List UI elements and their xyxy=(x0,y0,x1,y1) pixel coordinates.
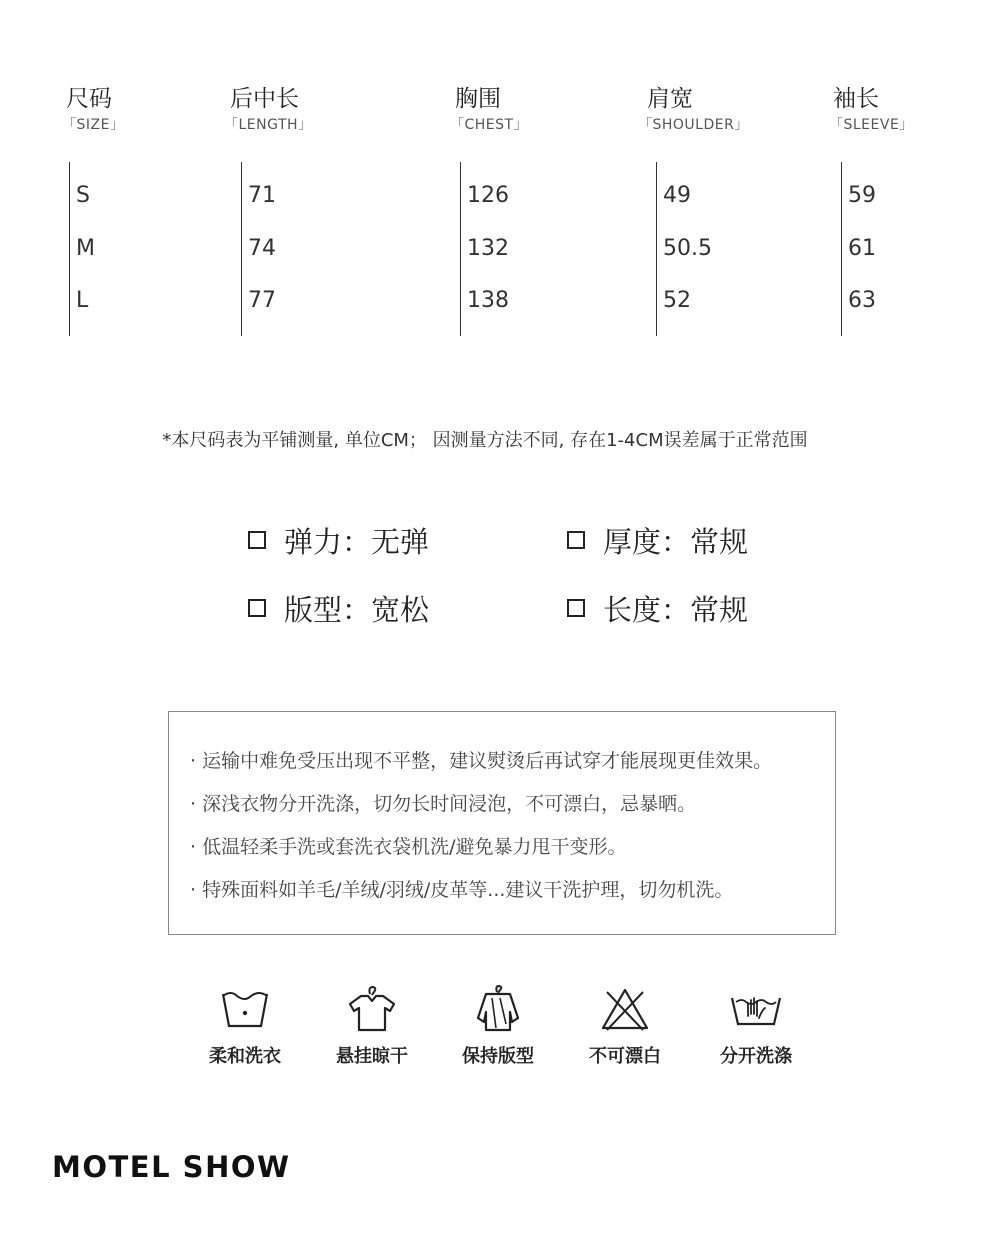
header-length-cn: 后中长 xyxy=(230,86,299,112)
cell-size: S xyxy=(76,183,90,208)
column-divider xyxy=(656,162,657,336)
attribute-length xyxy=(567,588,748,628)
cell-length: 74 xyxy=(248,236,276,261)
care-item-keep-shape xyxy=(443,984,553,1068)
column-divider xyxy=(460,162,461,336)
header-sleeve-en: 「SLEEVE」 xyxy=(829,117,914,133)
attribute-label: 厚度：常规 xyxy=(603,524,749,559)
care-icon-label: 保持版型 xyxy=(462,1046,534,1067)
care-note: · 低温轻柔手洗或套洗衣袋机洗/避免暴力甩干变形。 xyxy=(190,836,627,858)
header-shoulder-cn: 肩宽 xyxy=(647,86,693,112)
cell-chest: 132 xyxy=(467,236,509,261)
care-note: · 运输中难免受压出现不平整，建议熨烫后再试穿才能展现更佳效果。 xyxy=(190,750,773,772)
care-item-hang-dry xyxy=(317,984,427,1068)
cell-shoulder: 52 xyxy=(663,288,691,313)
gentle-wash-icon xyxy=(217,984,273,1034)
cell-sleeve: 59 xyxy=(848,183,876,208)
cell-chest: 138 xyxy=(467,288,509,313)
brand-logo-text: MOTEL SHOW xyxy=(52,1150,291,1184)
no-bleach-icon xyxy=(597,984,653,1034)
care-item-separate-wash xyxy=(701,984,811,1068)
header-shoulder-en: 「SHOULDER」 xyxy=(638,117,749,133)
cell-size: L xyxy=(76,288,89,313)
cell-sleeve: 63 xyxy=(848,288,876,313)
care-note: · 深浅衣物分开洗涤，切勿长时间浸泡，不可漂白，忌暴晒。 xyxy=(190,793,697,815)
attribute-label: 弹力：无弹 xyxy=(284,524,430,559)
header-length-en: 「LENGTH」 xyxy=(224,117,313,133)
header-size-en: 「SIZE」 xyxy=(62,117,125,133)
care-item-gentle-wash xyxy=(190,984,300,1068)
cell-sleeve: 61 xyxy=(848,236,876,261)
checkbox-icon xyxy=(567,531,585,549)
cell-length: 71 xyxy=(248,183,276,208)
care-note: · 特殊面料如羊毛/羊绒/羽绒/皮革等...建议干洗护理，切勿机洗。 xyxy=(190,879,734,901)
checkbox-icon xyxy=(567,599,585,617)
checkbox-icon xyxy=(248,599,266,617)
care-item-no-bleach xyxy=(570,984,680,1068)
header-sleeve-cn: 袖长 xyxy=(833,86,879,112)
cell-shoulder: 50.5 xyxy=(663,236,712,261)
cell-size: M xyxy=(76,236,95,261)
attribute-thickness xyxy=(567,520,748,560)
measurement-note: *本尺码表为平铺测量, 单位CM； 因测量方法不同, 存在1-4CM误差属于正常范围 xyxy=(162,430,808,451)
attribute-elasticity xyxy=(248,520,429,560)
care-icon-label: 分开洗涤 xyxy=(720,1046,792,1067)
keep-shape-icon xyxy=(470,984,526,1034)
header-chest-en: 「CHEST」 xyxy=(450,117,529,133)
column-divider xyxy=(69,162,70,336)
attribute-label: 长度：常规 xyxy=(603,592,749,627)
care-icon-label: 柔和洗衣 xyxy=(209,1046,281,1067)
header-size-cn: 尺码 xyxy=(66,86,112,112)
cell-length: 77 xyxy=(248,288,276,313)
column-divider xyxy=(841,162,842,336)
separate-wash-icon xyxy=(728,984,784,1034)
care-icon-label: 不可漂白 xyxy=(589,1046,661,1067)
care-icon-label: 悬挂晾干 xyxy=(336,1046,408,1067)
cell-chest: 126 xyxy=(467,183,509,208)
column-divider xyxy=(241,162,242,336)
header-chest-cn: 胸围 xyxy=(455,86,501,112)
attribute-label: 版型：宽松 xyxy=(284,592,430,627)
attribute-fit xyxy=(248,588,429,628)
hang-dry-icon xyxy=(344,984,400,1034)
cell-shoulder: 49 xyxy=(663,183,691,208)
checkbox-icon xyxy=(248,531,266,549)
